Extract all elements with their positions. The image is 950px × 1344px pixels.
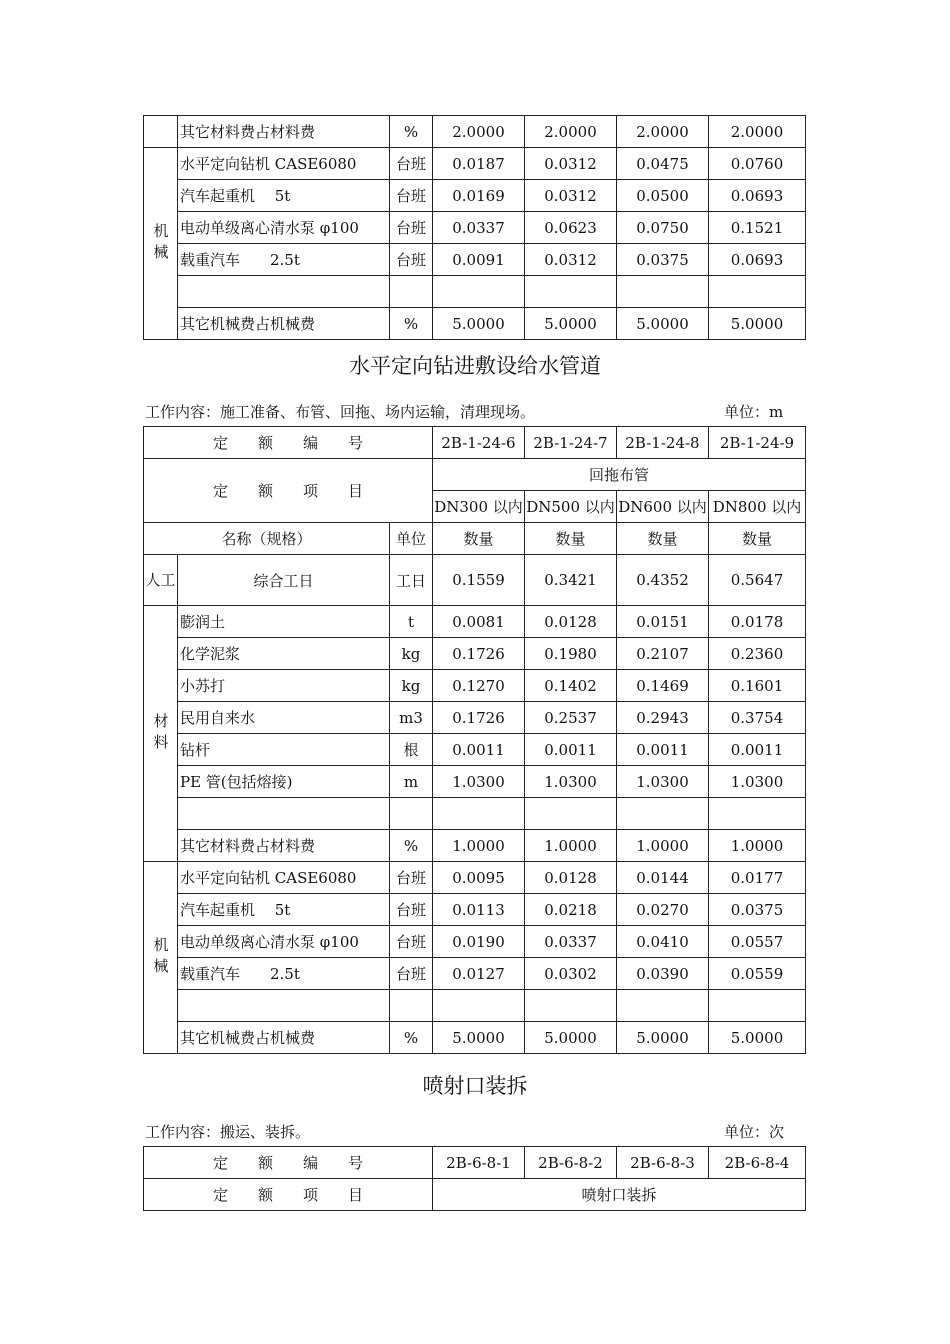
row-value: 0.0375 — [617, 244, 709, 276]
row-unit: 台班 — [390, 862, 433, 894]
column-header-row — [144, 523, 806, 555]
row-value: 0.0169 — [433, 180, 525, 212]
row-value: 0.0218 — [525, 894, 617, 926]
table-row — [144, 830, 806, 862]
row-value: 5.0000 — [617, 1022, 709, 1054]
row-value: 0.0144 — [617, 862, 709, 894]
row-value: 0.1726 — [433, 702, 525, 734]
section1-unit: 单位：m — [724, 403, 784, 421]
row-name: 载重汽车 2.5t — [178, 958, 390, 990]
row-name: 其它材料费占材料费 — [178, 116, 390, 148]
row-value: 0.0475 — [617, 148, 709, 180]
quota-item-label: 定 额 项 目 — [144, 459, 433, 523]
row-value: 5.0000 — [709, 308, 806, 340]
row-name: 其它机械费占机械费 — [178, 308, 390, 340]
table-row — [144, 766, 806, 798]
row-value: 0.2360 — [709, 638, 806, 670]
row-value: 1.0300 — [433, 766, 525, 798]
table-row — [144, 276, 806, 308]
row-name: 水平定向钻机 CASE6080 — [178, 862, 390, 894]
labor-value: 0.3421 — [525, 555, 617, 606]
row-value: 0.0011 — [617, 734, 709, 766]
quota-code: 2B-6-8-4 — [709, 1147, 806, 1179]
row-value: 1.0000 — [709, 830, 806, 862]
size-cell: DN600 以内 — [617, 491, 709, 523]
row-value: 0.0095 — [433, 862, 525, 894]
row-value: 0.0128 — [525, 862, 617, 894]
row-value: 0.0760 — [709, 148, 806, 180]
quota-code: 2B-1-24-8 — [617, 427, 709, 459]
row-name: 小苏打 — [178, 670, 390, 702]
row-value: 0.0011 — [525, 734, 617, 766]
row-value: 0.1601 — [709, 670, 806, 702]
section1-header — [144, 427, 806, 606]
row-value: 1.0300 — [709, 766, 806, 798]
quota-item-row — [144, 459, 806, 491]
row-value: 0.0312 — [525, 180, 617, 212]
table-row — [144, 862, 806, 894]
row-name: 化学泥浆 — [178, 638, 390, 670]
table-row — [144, 148, 806, 180]
row-unit: 台班 — [390, 180, 433, 212]
row-unit: % — [390, 308, 433, 340]
row-value: 0.0113 — [433, 894, 525, 926]
category-cell: 机械 — [144, 862, 178, 1054]
row-value: 0.0270 — [617, 894, 709, 926]
row-value: 0.0750 — [617, 212, 709, 244]
row-unit: 台班 — [390, 148, 433, 180]
table-row — [144, 798, 806, 830]
row-value — [433, 276, 525, 308]
row-unit: 台班 — [390, 958, 433, 990]
row-unit: 台班 — [390, 894, 433, 926]
row-name: 水平定向钻机 CASE6080 — [178, 148, 390, 180]
row-name: 载重汽车 2.5t — [178, 244, 390, 276]
top-table — [143, 115, 806, 340]
labor-category: 人工 — [144, 555, 178, 606]
row-value: 0.0559 — [709, 958, 806, 990]
row-value — [617, 276, 709, 308]
row-value: 0.3754 — [709, 702, 806, 734]
table-row — [144, 734, 806, 766]
row-value: 0.0557 — [709, 926, 806, 958]
row-value: 0.0623 — [525, 212, 617, 244]
quota-code: 2B-1-24-9 — [709, 427, 806, 459]
row-value: 0.0091 — [433, 244, 525, 276]
row-value: 1.0000 — [433, 830, 525, 862]
table-row — [144, 116, 806, 148]
row-unit: 根 — [390, 734, 433, 766]
row-name: 汽车起重机 5t — [178, 180, 390, 212]
row-value: 5.0000 — [525, 1022, 617, 1054]
row-value: 0.2107 — [617, 638, 709, 670]
row-value: 0.0500 — [617, 180, 709, 212]
row-unit: 台班 — [390, 926, 433, 958]
quota-code: 2B-1-24-7 — [525, 427, 617, 459]
row-name — [178, 276, 390, 308]
table-row — [144, 244, 806, 276]
row-unit: kg — [390, 670, 433, 702]
row-unit: 台班 — [390, 212, 433, 244]
row-value: 1.0300 — [525, 766, 617, 798]
row-value: 5.0000 — [617, 308, 709, 340]
unit-header: 单位 — [390, 523, 433, 555]
row-value: 5.0000 — [433, 308, 525, 340]
quota-item-group: 回拖布管 — [433, 459, 806, 491]
row-value — [709, 990, 806, 1022]
row-unit: m3 — [390, 702, 433, 734]
row-value: 0.0302 — [525, 958, 617, 990]
row-value: 0.0337 — [433, 212, 525, 244]
row-value: 0.0178 — [709, 606, 806, 638]
quota-number-row — [144, 427, 806, 459]
size-cell: DN800 以内 — [709, 491, 806, 523]
quota-item-label: 定 额 项 目 — [144, 1179, 433, 1211]
labor-value: 0.1559 — [433, 555, 525, 606]
row-value: 0.2537 — [525, 702, 617, 734]
section2-unit: 单位：次 — [724, 1123, 785, 1141]
row-value: 0.1469 — [617, 670, 709, 702]
row-value — [617, 990, 709, 1022]
table-row — [144, 990, 806, 1022]
row-value: 1.0300 — [617, 766, 709, 798]
quota-number-label: 定 额 编 号 — [144, 427, 433, 459]
row-name: 电动单级离心清水泵 φ100 — [178, 212, 390, 244]
row-value: 0.2943 — [617, 702, 709, 734]
row-value: 5.0000 — [525, 308, 617, 340]
row-unit: % — [390, 116, 433, 148]
row-name: 其它材料费占材料费 — [178, 830, 390, 862]
row-value: 0.0312 — [525, 148, 617, 180]
row-unit — [390, 798, 433, 830]
row-unit: % — [390, 1022, 433, 1054]
category-cell: 机械 — [144, 148, 178, 340]
quota-item-group: 喷射口装拆 — [433, 1179, 806, 1211]
table-row — [144, 180, 806, 212]
top-machinery-body — [144, 148, 806, 340]
row-value: 5.0000 — [433, 1022, 525, 1054]
qty-header: 数量 — [709, 523, 806, 555]
row-name: 民用自来水 — [178, 702, 390, 734]
row-value: 0.1402 — [525, 670, 617, 702]
quota-code: 2B-1-24-6 — [433, 427, 525, 459]
row-value: 0.0693 — [709, 180, 806, 212]
labor-row — [144, 555, 806, 606]
table-row — [144, 638, 806, 670]
row-value: 0.0410 — [617, 926, 709, 958]
row-value — [617, 798, 709, 830]
section1-title: 水平定向钻进敷设给水管道 — [349, 354, 601, 378]
section1-table — [143, 426, 806, 1054]
row-name: 膨润土 — [178, 606, 390, 638]
section2-title: 喷射口装拆 — [422, 1074, 528, 1098]
section2-work-content: 工作内容：搬运、装拆。 — [145, 1123, 311, 1141]
row-name: 电动单级离心清水泵 φ100 — [178, 926, 390, 958]
row-value — [709, 798, 806, 830]
row-unit: t — [390, 606, 433, 638]
row-value: 0.0312 — [525, 244, 617, 276]
row-name: 汽车起重机 5t — [178, 894, 390, 926]
row-value: 0.0151 — [617, 606, 709, 638]
row-unit — [390, 276, 433, 308]
section1-work-content: 工作内容：施工准备、布管、回拖、场内运输，清理现场。 — [145, 403, 536, 421]
table-row — [144, 702, 806, 734]
table-row — [144, 212, 806, 244]
row-unit — [390, 990, 433, 1022]
size-cell: DN300 以内 — [433, 491, 525, 523]
section2-table — [143, 1146, 806, 1211]
quota-code: 2B-6-8-3 — [617, 1147, 709, 1179]
category-cell: 材料 — [144, 606, 178, 862]
row-unit: m — [390, 766, 433, 798]
quota-code: 2B-6-8-2 — [525, 1147, 617, 1179]
table-row — [144, 894, 806, 926]
row-value — [433, 990, 525, 1022]
row-value: 0.0390 — [617, 958, 709, 990]
row-value: 2.0000 — [433, 116, 525, 148]
row-name: 其它机械费占机械费 — [178, 1022, 390, 1054]
row-value: 0.0128 — [525, 606, 617, 638]
row-value: 1.0000 — [617, 830, 709, 862]
row-value: 0.0337 — [525, 926, 617, 958]
table-row — [144, 1022, 806, 1054]
row-value: 0.1270 — [433, 670, 525, 702]
row-value: 0.0187 — [433, 148, 525, 180]
row-value — [525, 990, 617, 1022]
row-value: 0.0375 — [709, 894, 806, 926]
row-value — [525, 276, 617, 308]
size-cell: DN500 以内 — [525, 491, 617, 523]
row-value — [433, 798, 525, 830]
row-name: PE 管(包括熔接) — [178, 766, 390, 798]
table-row — [144, 926, 806, 958]
labor-name: 综合工日 — [178, 555, 390, 606]
section1-machinery — [144, 862, 806, 1054]
row-value: 0.0190 — [433, 926, 525, 958]
row-unit: kg — [390, 638, 433, 670]
row-unit: % — [390, 830, 433, 862]
row-value: 0.1980 — [525, 638, 617, 670]
row-value: 2.0000 — [709, 116, 806, 148]
quota-code: 2B-6-8-1 — [433, 1147, 525, 1179]
qty-header: 数量 — [433, 523, 525, 555]
row-value: 0.0081 — [433, 606, 525, 638]
labor-value: 0.4352 — [617, 555, 709, 606]
row-name — [178, 798, 390, 830]
quota-number-label: 定 额 编 号 — [144, 1147, 433, 1179]
table-row — [144, 606, 806, 638]
labor-value: 0.5647 — [709, 555, 806, 606]
row-name — [178, 990, 390, 1022]
table-row — [144, 308, 806, 340]
row-value — [525, 798, 617, 830]
quota-item-row — [144, 1179, 806, 1211]
row-value: 1.0000 — [525, 830, 617, 862]
row-value: 0.0011 — [433, 734, 525, 766]
row-value — [709, 276, 806, 308]
table-row — [144, 958, 806, 990]
qty-header: 数量 — [525, 523, 617, 555]
row-value: 5.0000 — [709, 1022, 806, 1054]
row-value: 0.0127 — [433, 958, 525, 990]
section1-materials — [144, 606, 806, 862]
qty-header: 数量 — [617, 523, 709, 555]
row-value: 0.1726 — [433, 638, 525, 670]
section2-header — [144, 1147, 806, 1211]
row-value: 0.1521 — [709, 212, 806, 244]
row-value: 0.0011 — [709, 734, 806, 766]
labor-unit: 工日 — [390, 555, 433, 606]
top-table-body — [144, 116, 806, 148]
name-header: 名称（规格） — [144, 523, 390, 555]
row-value: 2.0000 — [525, 116, 617, 148]
row-value: 0.0693 — [709, 244, 806, 276]
table-row — [144, 670, 806, 702]
category-cell — [144, 116, 178, 148]
row-value: 0.0177 — [709, 862, 806, 894]
row-value: 2.0000 — [617, 116, 709, 148]
quota-number-row — [144, 1147, 806, 1179]
row-name: 钻杆 — [178, 734, 390, 766]
row-unit: 台班 — [390, 244, 433, 276]
